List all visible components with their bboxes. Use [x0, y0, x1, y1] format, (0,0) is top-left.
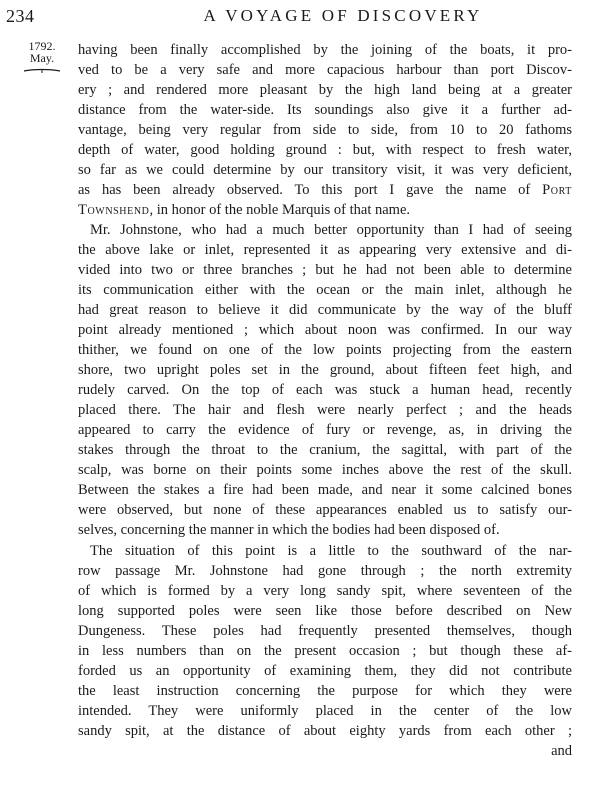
text-line: [78, 100, 572, 120]
small-caps-name: Port: [542, 182, 572, 199]
text-run: so far as we could determine by our transitory visit, it was very deficient,: [78, 162, 572, 179]
text-run: distance from the water-side. Its soundings also give it a further ad-: [78, 102, 572, 119]
page-header: [6, 4, 590, 30]
text-run: of which is formed by a very long sandy spit, where seventeen of the: [78, 582, 572, 599]
small-caps-name: Townshend: [78, 202, 150, 219]
text-run: ery ; and rendered more pleasant by the high land being at a greater: [78, 82, 572, 99]
page-number: 234: [6, 6, 35, 26]
running-head: A VOYAGE OF DISCOVERY: [203, 6, 483, 25]
text-line: [78, 220, 572, 240]
text-line: [78, 320, 572, 340]
text-run: vided into two or three branches ; but he had not been able to determine: [78, 262, 572, 279]
text-run: vantage, being very regular from side to side, from 10 to 20 fathoms: [78, 122, 572, 139]
text-line: [78, 420, 572, 440]
text-line: [78, 280, 572, 300]
text-run: were observed, but none of these appearances enabled us to satisfy our-: [78, 502, 572, 519]
text-run: row passage Mr. Johnstone had gone through ; the north extremity: [78, 562, 572, 579]
text-line: [78, 60, 572, 80]
text-run: forded us an opportunity of examining them, they did not contribute: [78, 662, 572, 679]
text-line: [78, 601, 572, 621]
margin-year: 1792.: [28, 39, 56, 53]
text-run: stakes through the throat to the cranium, the sagittal, with part of the: [78, 442, 572, 459]
text-line: [78, 80, 572, 100]
text-run: its communication either with the ocean or the main inlet, although he: [78, 282, 572, 299]
text-run: had great reason to believe it did communicate by the way of the bluff: [78, 302, 572, 319]
text-run: rudely carved. On the top of each was stuck a human head, recently: [78, 382, 572, 399]
text-line: [78, 480, 572, 500]
text-line: [78, 561, 572, 581]
margin-date-note: [14, 40, 70, 74]
text-line: [78, 120, 572, 140]
text-run: long supported poles were seen like those before described on New: [78, 602, 572, 619]
text-run: having been finally accomplished by the joining of the boats, it pro-: [78, 42, 572, 58]
text-line: [78, 380, 572, 400]
text-run: placed there. The hair and flesh were nearly perfect ; and the heads: [78, 402, 572, 419]
text-line: [78, 460, 572, 480]
text-line: [78, 500, 572, 520]
text-run: scalp, was borne on their points some inches above the rest of the skull.: [78, 462, 572, 479]
text-run: the above lake or inlet, represented it as appearing very extensive and di-: [78, 242, 572, 259]
text-run: Mr. Johnstone, who had a much better opportunity than I had of seeing: [90, 222, 572, 239]
text-run: as has been already observed. To this port I gave the name of: [78, 182, 543, 199]
text-run: point already mentioned ; which about noon was confirmed. In our way: [78, 322, 572, 339]
text-line: [78, 200, 572, 220]
text-run: depth of water, good holding ground : but, with respect to fresh water,: [78, 142, 572, 159]
text-line: [78, 360, 572, 380]
text-line: [78, 701, 572, 721]
text-line: [78, 240, 572, 260]
text-line: [78, 520, 572, 540]
text-run: appeared to carry the evidence of fury or revenge, as, in driving the: [78, 422, 572, 439]
text-line: [78, 661, 572, 681]
text-line: [78, 581, 572, 601]
text-run: selves, concerning the manner in which the bodies had been disposed of.: [78, 522, 500, 539]
text-line: [78, 400, 572, 420]
text-line: [78, 160, 572, 180]
text-line: [78, 340, 572, 360]
text-line: [78, 681, 572, 701]
catchword: and: [551, 742, 572, 759]
margin-rule-flourish: [23, 68, 61, 74]
text-line: [78, 140, 572, 160]
text-run: , in honor of the noble Marquis of that name.: [149, 202, 411, 219]
text-run: thither, we found on one of the low points projecting from the eastern: [78, 342, 572, 359]
text-run: ved to be a very safe and more capacious harbour than port Discov-: [78, 62, 572, 79]
text-line: [78, 180, 572, 200]
text-line: [78, 641, 572, 661]
text-run: sandy spit, at the distance of about eighty yards from each other ;: [78, 722, 572, 739]
text-line: [78, 541, 572, 561]
text-line: [78, 721, 572, 741]
margin-month: May.: [29, 51, 55, 65]
text-line: [78, 40, 572, 60]
text-run: in less numbers than on the present occasion ; but though these af-: [78, 642, 572, 659]
text-line: [78, 260, 572, 280]
text-run: the least instruction concerning the purpose for which they were: [78, 682, 572, 699]
text-line: [78, 300, 572, 320]
text-run: Dungeness. These poles had frequently presented themselves, though: [78, 622, 572, 639]
text-run: shore, two upright poles set in the ground, about fifteen feet high, and: [78, 362, 572, 379]
text-run: intended. They were uniformly placed in the center of the low: [78, 702, 572, 719]
text-run: The situation of this point is a little to the southward of the nar-: [90, 542, 572, 559]
text-line: [78, 440, 572, 460]
text-run: Between the stakes a fire had been made, and near it some calcined bones: [78, 482, 572, 499]
text-line: [78, 621, 572, 641]
